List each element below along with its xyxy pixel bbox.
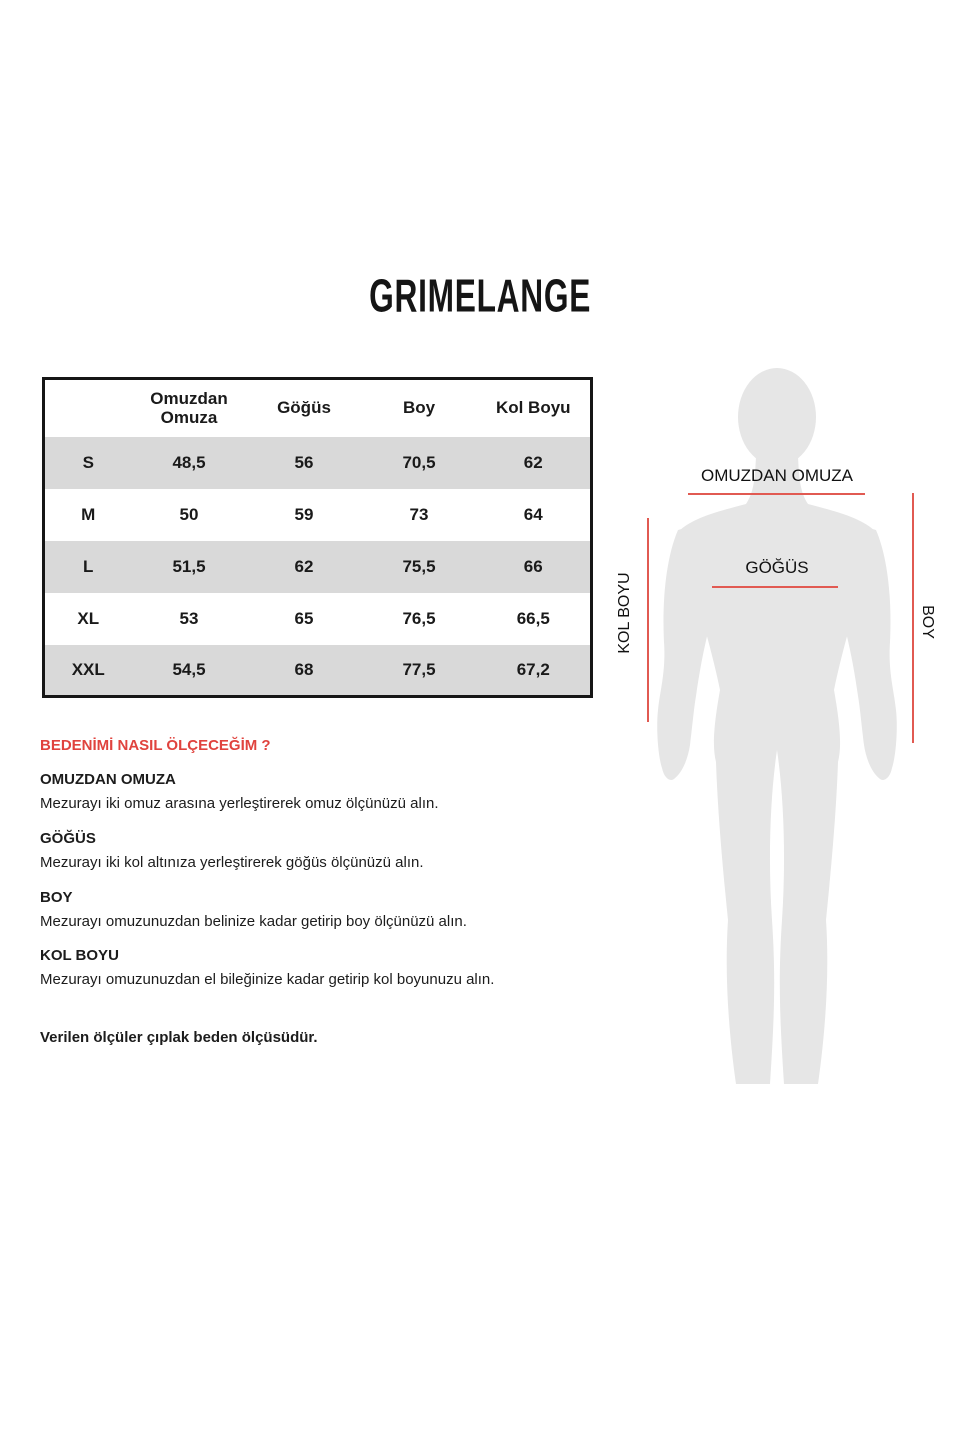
instruction-text: Mezurayı iki kol altınıza yerleştirerek göğüs ölçünüzü alın. [40, 853, 424, 871]
value-cell: 66 [523, 556, 543, 576]
size-table-header-row [44, 379, 592, 437]
size-cell: L [83, 556, 94, 576]
value-cell: 48,5 [172, 452, 206, 472]
size-table [42, 377, 593, 698]
shoulder-measure-line [688, 493, 865, 495]
measurement-figure [616, 360, 952, 1105]
value-cell: 62 [523, 452, 543, 472]
table-row-s [44, 437, 592, 489]
value-cell: 73 [409, 504, 429, 524]
column-header-sleeve: Kol Boyu [495, 398, 571, 418]
value-cell: 53 [179, 608, 199, 628]
sleeve-measure-label: KOL BOYU [616, 572, 633, 654]
sleeve-measure-line [647, 518, 649, 722]
instruction-text: Mezurayı iki omuz arasına yerleştirerek omuz ölçünüzü alın. [40, 795, 439, 812]
instruction-heading: OMUZDAN OMUZA [40, 771, 176, 788]
instruction-text: Mezurayı omuzunuzdan belinize kadar getirip boy ölçünüzü alın. [40, 912, 467, 930]
size-cell: XL [77, 608, 100, 628]
value-cell: 67,2 [516, 659, 550, 679]
shoulder-measure-label: OMUZDAN OMUZA [700, 466, 854, 485]
table-row-l [44, 541, 592, 593]
value-cell: 64 [523, 504, 543, 524]
measuring-instructions [40, 737, 580, 1046]
instructions-title: BEDENİMİ NASIL ÖLÇECEĞİM ? [40, 737, 271, 754]
value-cell: 76,5 [402, 608, 436, 628]
brand-logo: GRIMELANGE [369, 270, 591, 323]
instruction-shoulder [40, 771, 580, 815]
chest-measure-label: GÖĞÜS [745, 558, 809, 577]
size-column-header-empty [44, 379, 132, 437]
instruction-length [40, 889, 580, 933]
size-cell: S [82, 452, 94, 472]
table-row-xl [44, 593, 592, 645]
size-cell: M [81, 504, 96, 524]
table-row-xxl [44, 645, 592, 697]
instruction-text: Mezurayı omuzunuzdan el bileğinize kadar getirip kol boyunuzu alın. [40, 971, 495, 989]
value-cell: 50 [179, 504, 199, 524]
column-header-length: Boy [402, 398, 436, 418]
instruction-sleeve [40, 947, 580, 991]
instruction-heading: BOY [40, 888, 73, 906]
value-cell: 54,5 [172, 659, 206, 679]
instruction-heading: KOL BOYU [40, 947, 119, 965]
brand-header [0, 272, 960, 322]
value-cell: 65 [294, 608, 314, 628]
value-cell: 59 [294, 504, 314, 524]
value-cell: 51,5 [172, 556, 206, 576]
table-row-m [44, 489, 592, 541]
value-cell: 56 [294, 452, 314, 472]
value-cell: 77,5 [402, 659, 436, 679]
column-header-chest: Göğüs [277, 398, 331, 418]
value-cell: 66,5 [516, 608, 550, 628]
value-cell: 75,5 [402, 556, 436, 576]
instruction-heading: GÖĞÜS [40, 829, 96, 847]
length-measure-label: BOY [919, 605, 936, 639]
value-cell: 70,5 [402, 452, 436, 472]
chest-measure-line [712, 586, 838, 588]
column-header-shoulder: Omuzdan Omuza [150, 388, 228, 428]
value-cell: 68 [294, 659, 314, 679]
nude-measurements-note: Verilen ölçüler çıplak beden ölçüsüdür. [40, 1029, 318, 1046]
instruction-chest [40, 830, 580, 874]
size-cell: XXL [71, 659, 105, 679]
length-measure-line [912, 493, 914, 743]
value-cell: 62 [294, 556, 314, 576]
